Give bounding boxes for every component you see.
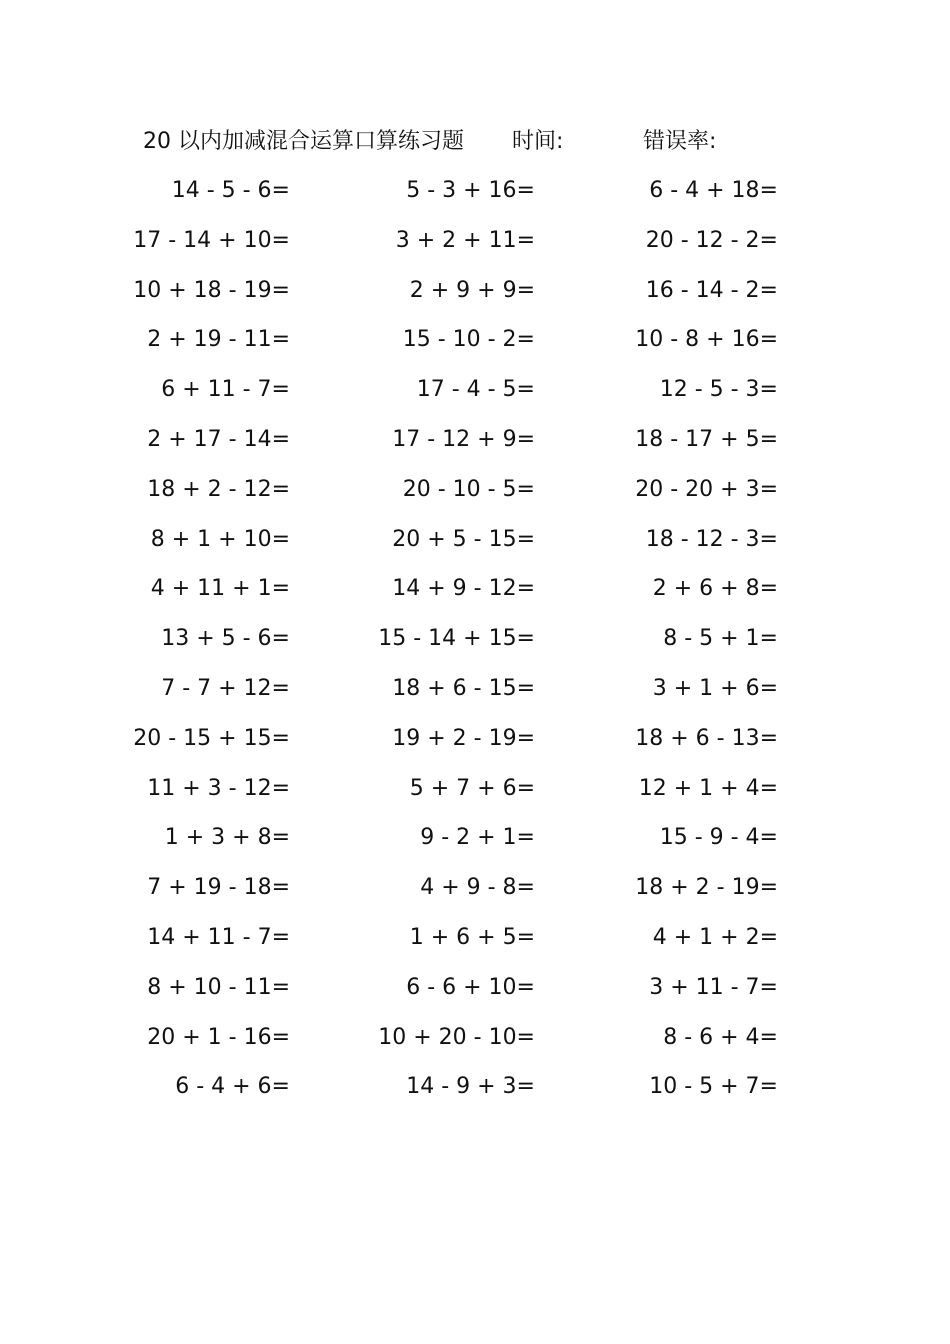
problem-item: 14 + 11 - 7= (147, 924, 290, 950)
problem-item: 20 + 1 - 16= (147, 1024, 290, 1050)
problem-item: 20 - 10 - 5= (402, 476, 535, 502)
problem-row (0, 220, 950, 270)
problem-item: 10 - 5 + 7= (649, 1074, 778, 1100)
problem-item: 4 + 1 + 2= (652, 924, 778, 950)
problem-item: 6 - 4 + 18= (649, 178, 778, 203)
problem-row (0, 319, 950, 369)
problem-item: 14 - 9 + 3= (406, 1074, 535, 1100)
problem-item: 8 + 1 + 10= (150, 526, 290, 552)
worksheet-title: 20 以内加减混合运算口算练习题 (143, 129, 464, 154)
problem-item: 18 + 2 - 12= (147, 476, 290, 502)
problem-item: 1 + 3 + 8= (164, 825, 290, 851)
problem-item: 6 + 11 - 7= (161, 377, 290, 403)
problem-item: 4 + 9 - 8= (420, 875, 535, 901)
problem-item: 17 - 12 + 9= (392, 426, 535, 452)
problem-row (0, 568, 950, 618)
problem-item: 10 + 18 - 19= (133, 277, 290, 303)
problem-item: 2 + 9 + 9= (409, 277, 535, 303)
problem-item: 9 - 2 + 1= (420, 825, 535, 851)
problem-row (0, 867, 950, 917)
problem-item: 6 - 6 + 10= (406, 974, 535, 1000)
problem-item: 18 + 2 - 19= (635, 875, 778, 901)
problem-item: 3 + 1 + 6= (652, 675, 778, 701)
problem-item: 12 + 1 + 4= (638, 775, 778, 801)
problem-item: 10 - 8 + 16= (635, 327, 778, 353)
problem-item: 8 - 6 + 4= (663, 1024, 778, 1050)
problem-item: 14 + 9 - 12= (392, 576, 535, 602)
problem-item: 18 - 12 - 3= (645, 526, 778, 552)
problem-row (0, 1017, 950, 1067)
problem-item: 20 - 15 + 15= (133, 725, 290, 751)
problem-row (0, 668, 950, 718)
problem-row (0, 817, 950, 867)
problem-row (0, 419, 950, 469)
problem-item: 10 + 20 - 10= (378, 1024, 535, 1050)
problem-item: 17 - 4 - 5= (416, 377, 535, 403)
problem-item: 7 + 19 - 18= (147, 875, 290, 901)
problem-grid (0, 170, 950, 1116)
problem-row (0, 519, 950, 569)
time-label: 时间: (512, 129, 564, 154)
problem-item: 15 - 14 + 15= (378, 626, 535, 652)
problem-row (0, 768, 950, 818)
problem-item: 16 - 14 - 2= (645, 277, 778, 303)
problem-item: 5 - 3 + 16= (406, 178, 535, 203)
problem-item: 15 - 10 - 2= (402, 327, 535, 353)
problem-item: 5 + 7 + 6= (409, 775, 535, 801)
problem-row (0, 1066, 950, 1116)
problem-item: 8 - 5 + 1= (663, 626, 778, 652)
problem-item: 2 + 6 + 8= (652, 576, 778, 602)
problem-item: 18 + 6 - 13= (635, 725, 778, 751)
problem-item: 11 + 3 - 12= (147, 775, 290, 801)
problem-item: 20 + 5 - 15= (392, 526, 535, 552)
problem-row (0, 967, 950, 1017)
problem-item: 2 + 19 - 11= (147, 327, 290, 353)
problem-item: 17 - 14 + 10= (133, 227, 290, 253)
problem-item: 13 + 5 - 6= (161, 626, 290, 652)
problem-row (0, 270, 950, 320)
problem-item: 2 + 17 - 14= (147, 426, 290, 452)
problem-item: 20 - 12 - 2= (645, 227, 778, 253)
problem-item: 7 - 7 + 12= (161, 675, 290, 701)
problem-item: 3 + 11 - 7= (649, 974, 778, 1000)
problem-item: 19 + 2 - 19= (392, 725, 535, 751)
problem-row (0, 718, 950, 768)
problem-item: 1 + 6 + 5= (409, 924, 535, 950)
problem-item: 6 - 4 + 6= (175, 1074, 290, 1100)
problem-row (0, 917, 950, 967)
problem-item: 20 - 20 + 3= (635, 476, 778, 502)
error-rate-label: 错误率: (643, 129, 717, 154)
problem-item: 3 + 2 + 11= (395, 227, 535, 253)
problem-item: 4 + 11 + 1= (150, 576, 290, 602)
problem-row (0, 469, 950, 519)
problem-item: 15 - 9 - 4= (659, 825, 778, 851)
problem-item: 18 + 6 - 15= (392, 675, 535, 701)
problem-row (0, 369, 950, 419)
problem-item: 18 - 17 + 5= (635, 426, 778, 452)
problem-item: 12 - 5 - 3= (659, 377, 778, 403)
problem-item: 14 - 5 - 6= (171, 178, 290, 203)
worksheet-header (0, 124, 950, 160)
problem-row (0, 170, 950, 220)
problem-row (0, 618, 950, 668)
problem-item: 8 + 10 - 11= (147, 974, 290, 1000)
